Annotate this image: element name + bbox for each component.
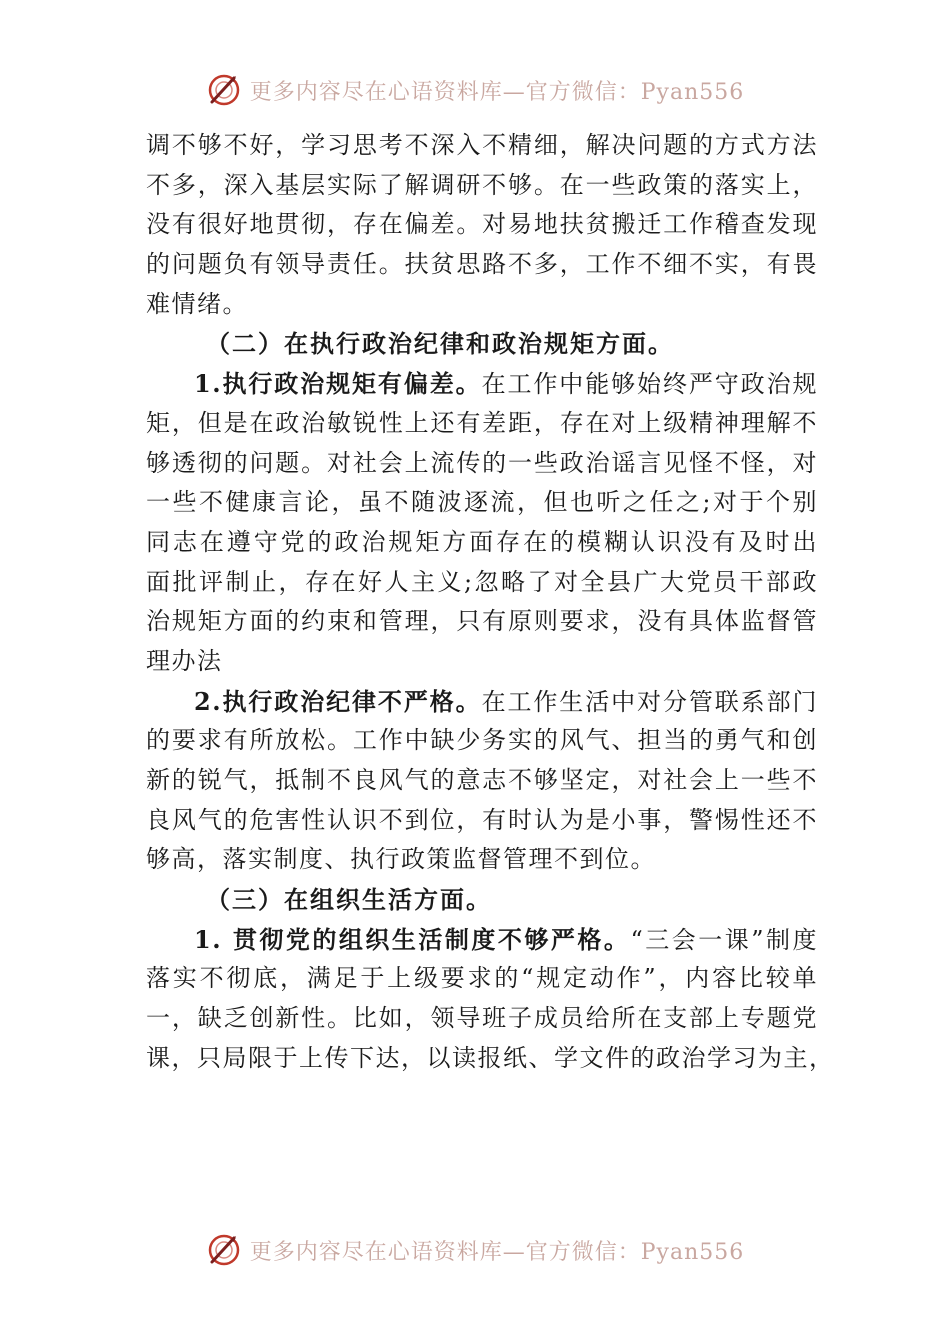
text-line: 课，只局限于上传下达，以读报纸、学文件的政治学习为主， [146, 1043, 835, 1072]
document-body [146, 126, 835, 1079]
text-line-lead [146, 364, 818, 404]
text-line: 够透彻的问题。对社会上流传的一些政治谣言见怪不怪，对 [146, 448, 818, 477]
item-title: 1. 贯彻党的组织生活制度不够严格。 [194, 924, 631, 954]
text-line: 矩，但是在政治敏锐性上还有差距，存在对上级精神理解不 [146, 408, 818, 437]
watermark-text: 更多内容尽在心语资料库—官方微信：Pyan556 [249, 1239, 745, 1265]
section-heading-3: （三）在组织生活方面。 [206, 885, 492, 915]
text-line: 的问题负有领导责任。扶贫思路不多，工作不细不实，有畏 [146, 250, 818, 279]
text-line: 理办法 [146, 646, 223, 675]
item-title: 1.执行政治规矩有偏差。 [194, 369, 482, 399]
paragraph-political-discipline [146, 682, 818, 880]
text-line: 难情绪。 [146, 289, 248, 318]
text-line: 治规矩方面的约束和管理，只有原则要求，没有具体监督管 [146, 607, 818, 636]
text-line: 同志在遵守党的政治规矩方面存在的模糊认识没有及时出 [146, 527, 818, 556]
text-line: 的要求有所放松。工作中缺少务实的风气、担当的勇气和创 [146, 726, 818, 755]
footer-watermark [0, 1232, 950, 1268]
watermark-text: 更多内容尽在心语资料库—官方微信：Pyan556 [249, 79, 745, 105]
item-lead-text: 在工作中能够始终严守政治规 [481, 370, 819, 399]
item-lead-text: “三会一课”制度 [630, 925, 818, 954]
watermark-logo-icon [206, 1232, 242, 1268]
text-line-lead [146, 682, 818, 722]
item-title: 2.执行政治纪律不严格。 [194, 686, 482, 716]
header-watermark [0, 72, 950, 108]
text-line: 新的锐气，抵制不良风气的意志不够坚定，对社会上一些不 [146, 766, 818, 794]
text-line: 良风气的危害性认识不到位，有时认为是小事，警惕性还不 [146, 805, 818, 834]
watermark-logo-icon [206, 72, 242, 108]
text-line: 调不够不好，学习思考不深入不精细，解决问题的方式方法 [146, 131, 818, 159]
text-line: 一些不健康言论，虽不随波逐流，但也听之任之;对于个别 [146, 488, 818, 517]
item-lead-text: 在工作生活中对分管联系部门 [481, 687, 819, 716]
text-line: 够高，落实制度、执行政策监督管理不到位。 [146, 845, 656, 874]
text-line: 落实不彻底，满足于上级要求的“规定动作”，内容比较单 [146, 964, 818, 993]
text-line: 一，缺乏创新性。比如，领导班子成员给所在支部上专题党 [146, 1004, 818, 1033]
paragraph-political-rules [146, 364, 818, 682]
text-line: 面批评制止，存在好人主义;忽略了对全县广大党员干部政 [146, 567, 818, 596]
paragraph-organization-life [146, 920, 835, 1079]
text-line: 不多，深入基层实际了解调研不够。在一些政策的落实上， [146, 170, 818, 199]
text-line: 没有很好地贯彻，存在偏差。对易地扶贫搬迁工作稽查发现 [146, 210, 818, 239]
paragraph-1 [146, 126, 818, 324]
section-heading-2: （二）在执行政治纪律和政治规矩方面。 [206, 329, 674, 359]
text-line-lead [146, 920, 818, 960]
